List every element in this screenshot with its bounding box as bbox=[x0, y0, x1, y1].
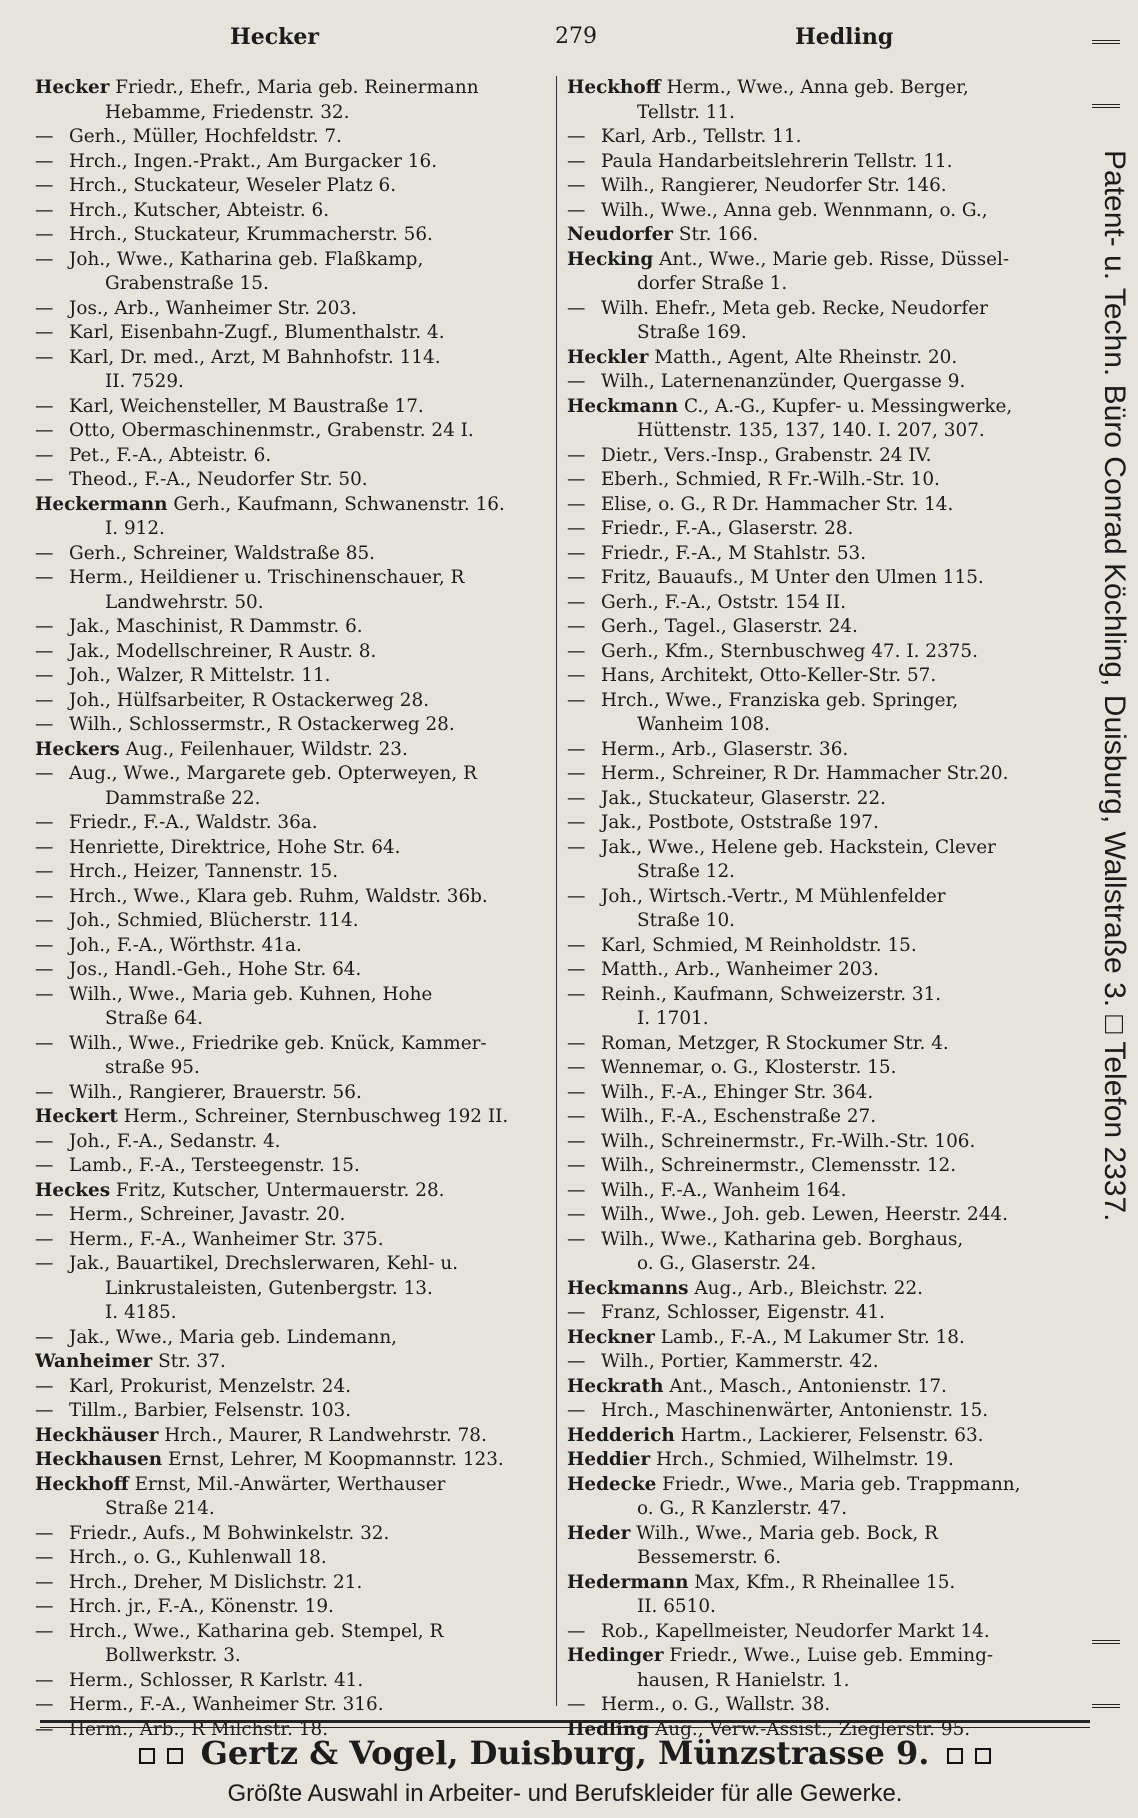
directory-entry: — Eberh., Schmied, R Fr.-Wilh.-Str. 10. bbox=[567, 469, 940, 490]
directory-entry: — Wilh., Wwe., Anna geb. Wennmann, o. G., bbox=[567, 199, 988, 221]
directory-entry: Heckler Matth., Agent, Alte Rheinstr. 20. bbox=[567, 346, 958, 368]
directory-entry: — Gerh., Tagel., Glaserstr. 24. bbox=[567, 616, 858, 637]
directory-entry: Heckrath Ant., Masch., Antonienstr. 17. bbox=[567, 1375, 947, 1397]
sidebar-bottom-rule bbox=[1092, 1640, 1120, 1708]
directory-entry: Neudorfer Str. 166. bbox=[567, 224, 759, 245]
directory-entry: — Joh., Wwe., Katharina geb. Flaßkamp, bbox=[35, 248, 424, 270]
directory-entry: — Joh., Schmied, Blücherstr. 114. bbox=[35, 910, 359, 931]
directory-entry: — Hrch., Heizer, Tannenstr. 15. bbox=[35, 861, 339, 882]
directory-entry: — Wennemar, o. G., Klosterstr. 15. bbox=[567, 1057, 897, 1078]
directory-entry: — Wilh., Rangierer, Neudorfer Str. 146. bbox=[567, 175, 947, 196]
directory-entry: — Herm., o. G., Wallstr. 38. bbox=[567, 1694, 831, 1715]
page-header bbox=[30, 24, 1080, 64]
directory-entry: hausen, R Hanielstr. 1. bbox=[637, 1669, 850, 1691]
directory-entry: Hedinger Friedr., Wwe., Luise geb. Emming- bbox=[567, 1645, 994, 1666]
directory-entry: — Paula Handarbeitslehrerin Tellstr. 11. bbox=[567, 150, 953, 172]
directory-entry: — Friedr., Aufs., M Bohwinkelstr. 32. bbox=[35, 1522, 390, 1544]
directory-entry: Hedecke Friedr., Wwe., Maria geb. Trappmann, bbox=[567, 1473, 1021, 1495]
directory-entry: Bollwerkstr. 3. bbox=[105, 1645, 241, 1666]
directory-entry: — Wilh., F.-A., Eschenstraße 27. bbox=[567, 1106, 877, 1127]
box-icon bbox=[947, 1748, 963, 1764]
directory-entry: — Pet., F.-A., Abteistr. 6. bbox=[35, 444, 272, 466]
directory-entry: Straße 12. bbox=[637, 861, 736, 882]
box-icon bbox=[975, 1748, 991, 1764]
directory-entry: — Herm., Schlosser, R Karlstr. 41. bbox=[35, 1669, 364, 1691]
directory-entry: — Hrch., Wwe., Klara geb. Ruhm, Waldstr. 36b. bbox=[35, 885, 488, 907]
directory-entry: Heckhoff Herm., Wwe., Anna geb. Berger, bbox=[567, 77, 969, 98]
directory-entry: — Wilh., F.-A., Wanheim 164. bbox=[567, 1179, 847, 1201]
directory-entry: — Lamb., F.-A., Tersteegenstr. 15. bbox=[35, 1155, 360, 1176]
directory-entry: — Wilh., Schlossermstr., R Ostackerweg 28. bbox=[35, 714, 455, 735]
directory-entry: o. G., R Kanzlerstr. 47. bbox=[637, 1498, 848, 1519]
directory-entry: — Joh., Walzer, R Mittelstr. 11. bbox=[35, 665, 331, 686]
directory-entry: Wanheimer Str. 37. bbox=[35, 1351, 226, 1372]
directory-entry: Grabenstraße 15. bbox=[105, 273, 269, 294]
directory-entry: — Hrch., Stuckateur, Krummacherstr. 56. bbox=[35, 224, 433, 245]
directory-entry: — Wilh. Ehefr., Meta geb. Recke, Neudorfer bbox=[567, 297, 988, 319]
directory-entry: — Joh., Hülfsarbeiter, R Ostackerweg 28. bbox=[35, 689, 430, 711]
directory-entry: — Reinh., Kaufmann, Schweizerstr. 31. bbox=[567, 983, 942, 1005]
directory-entry: — Wilh., Rangierer, Brauerstr. 56. bbox=[35, 1081, 362, 1103]
directory-entry: — Herm., Heildiener u. Trischinenschauer, R bbox=[35, 567, 465, 588]
directory-entry: Hedermann Max, Kfm., R Rheinallee 15. bbox=[567, 1571, 956, 1593]
directory-entry: Heckhäuser Hrch., Maurer, R Landwehrstr. 78. bbox=[35, 1424, 487, 1446]
directory-entry: — Jak., Bauartikel, Drechslerwaren, Kehl- u. bbox=[35, 1253, 459, 1274]
directory-entry: Straße 10. bbox=[637, 910, 736, 931]
directory-entry: Heckhoff Ernst, Mil.-Anwärter, Werthauser bbox=[35, 1473, 446, 1495]
directory-entry: — Herm., F.-A., Wanheimer Str. 375. bbox=[35, 1228, 384, 1250]
directory-entry: Linkrustaleisten, Gutenbergstr. 13. bbox=[105, 1277, 433, 1299]
footer-advertisement bbox=[40, 1720, 1090, 1808]
directory-entry: Heckermann Gerh., Kaufmann, Schwanenstr. 16. bbox=[35, 493, 505, 515]
directory-entry: Heckmann C., A.-G., Kupfer- u. Messingwerke, bbox=[567, 395, 1013, 417]
directory-entry: — Herm., F.-A., Wanheimer Str. 316. bbox=[35, 1694, 384, 1715]
directory-entry: Wanheim 108. bbox=[637, 714, 770, 735]
footer-ad-line2: Größte Auswahl in Arbeiter- und Berufskleider für alle Gewerke. bbox=[227, 1780, 903, 1807]
directory-entry: — Jos., Handl.-Geh., Hohe Str. 64. bbox=[35, 959, 362, 980]
directory-entry: Heckes Fritz, Kutscher, Untermauerstr. 28. bbox=[35, 1179, 445, 1201]
vertical-advertisement bbox=[1082, 40, 1132, 1720]
directory-entry: — Fritz, Bauaufs., M Unter den Ulmen 115. bbox=[567, 567, 984, 588]
directory-entry: Heddier Hrch., Schmied, Wilhelmstr. 19. bbox=[567, 1449, 954, 1470]
directory-entry: Heder Wilh., Wwe., Maria geb. Bock, R bbox=[567, 1522, 938, 1544]
box-icon bbox=[167, 1748, 183, 1764]
directory-entry: — Hrch., Dreher, M Dislichstr. 21. bbox=[35, 1571, 363, 1593]
directory-entry: — Roman, Metzger, R Stockumer Str. 4. bbox=[567, 1032, 949, 1054]
directory-entry: — Wilh., Wwe., Joh. geb. Lewen, Heerstr. 244. bbox=[567, 1204, 1008, 1225]
directory-entry: — Otto, Obermaschinenmstr., Grabenstr. 24 I. bbox=[35, 420, 474, 441]
directory-entry: II. 6510. bbox=[637, 1596, 716, 1617]
directory-entry: — Joh., Wirtsch.-Vertr., M Mühlenfelder bbox=[567, 885, 946, 907]
directory-entry: — Jak., Stuckateur, Glaserstr. 22. bbox=[567, 787, 887, 809]
directory-entry: Dammstraße 22. bbox=[105, 787, 261, 809]
directory-entry: — Hrch., Kutscher, Abteistr. 6. bbox=[35, 199, 330, 221]
directory-entry: — Jak., Postbote, Oststraße 197. bbox=[567, 812, 879, 833]
directory-entry: Hedderich Hartm., Lackierer, Felsenstr. 63. bbox=[567, 1424, 984, 1446]
header-left: Hecker bbox=[230, 24, 320, 50]
page-number: 279 bbox=[555, 24, 597, 49]
directory-entry: Hüttenstr. 135, 137, 140. I. 207, 307. bbox=[637, 420, 985, 441]
directory-entry: — Franz, Schlosser, Eigenstr. 41. bbox=[567, 1302, 886, 1323]
directory-entry: — Henriette, Direktrice, Hohe Str. 64. bbox=[35, 836, 401, 858]
directory-entry: — Hrch., Stuckateur, Weseler Platz 6. bbox=[35, 175, 397, 196]
directory-entry: — Wilh., F.-A., Ehinger Str. 364. bbox=[567, 1081, 874, 1103]
directory-entry: Heckner Lamb., F.-A., M Lakumer Str. 18. bbox=[567, 1326, 965, 1348]
directory-entry: — Herm., Schreiner, R Dr. Hammacher Str.20. bbox=[567, 763, 1009, 784]
directory-entry: — Wilh., Wwe., Katharina geb. Borghaus, bbox=[567, 1228, 964, 1250]
footer-ad-title: Gertz & Vogel, Duisburg, Münzstrasse 9. bbox=[200, 1734, 930, 1772]
column-divider bbox=[556, 76, 557, 1706]
directory-entry: — Jak., Maschinist, R Dammstr. 6. bbox=[35, 616, 363, 637]
directory-entry: — Dietr., Vers.-Insp., Grabenstr. 24 IV. bbox=[567, 444, 932, 466]
directory-entry: I. 1701. bbox=[637, 1008, 709, 1029]
directory-entry: Heckers Aug., Feilenhauer, Wildstr. 23. bbox=[35, 738, 408, 760]
directory-entry: Hebamme, Friedenstr. 32. bbox=[105, 101, 350, 123]
directory-entry: — Friedr., F.-A., Waldstr. 36a. bbox=[35, 812, 318, 833]
directory-entry: — Hrch., Wwe., Franziska geb. Springer, bbox=[567, 689, 959, 711]
directory-entry: o. G., Glaserstr. 24. bbox=[637, 1253, 817, 1274]
header-right: Hedling bbox=[795, 24, 894, 50]
directory-entry: — Gerh., Schreiner, Waldstraße 85. bbox=[35, 542, 376, 564]
directory-entry: Hedling Aug., Verw.-Assist., Zieglerstr. 95. bbox=[567, 1718, 971, 1740]
directory-entry: — Karl, Arb., Tellstr. 11. bbox=[567, 126, 802, 147]
directory-entry: — Tillm., Barbier, Felsenstr. 103. bbox=[35, 1400, 352, 1421]
directory-entry: — Wilh., Portier, Kammerstr. 42. bbox=[567, 1351, 879, 1372]
directory-entry: — Gerh., F.-A., Oststr. 154 II. bbox=[567, 591, 847, 613]
directory-entry: Bessemerstr. 6. bbox=[637, 1547, 782, 1568]
directory-entry: — Friedr., F.-A., Glaserstr. 28. bbox=[567, 518, 854, 539]
directory-entry: — Karl, Dr. med., Arzt, M Bahnhofstr. 114. bbox=[35, 346, 441, 368]
directory-entry: Straße 214. bbox=[105, 1498, 215, 1519]
directory-entry: Heckmanns Aug., Arb., Bleichstr. 22. bbox=[567, 1277, 924, 1299]
directory-entry: — Joh., F.-A., Sedanstr. 4. bbox=[35, 1130, 281, 1152]
directory-entry: — Karl, Eisenbahn-Zugf., Blumenthalstr. 4. bbox=[35, 322, 445, 343]
directory-entry: — Aug., Wwe., Margarete geb. Opterweyen, R bbox=[35, 763, 477, 784]
directory-entry: — Matth., Arb., Wanheimer 203. bbox=[567, 959, 879, 980]
directory-entry: — Jak., Modellschreiner, R Austr. 8. bbox=[35, 640, 377, 662]
directory-entry: — Wilh., Schreinermstr., Fr.-Wilh.-Str. 106. bbox=[567, 1130, 976, 1152]
directory-entry: I. 912. bbox=[105, 518, 165, 539]
directory-entry: Heckert Herm., Schreiner, Sternbuschweg 192 II. bbox=[35, 1106, 509, 1127]
directory-entry: — Hrch. jr., F.-A., Könenstr. 19. bbox=[35, 1596, 334, 1617]
directory-entry: — Wilh., Wwe., Maria geb. Kuhnen, Hohe bbox=[35, 983, 433, 1005]
directory-entry: Tellstr. 11. bbox=[637, 101, 736, 123]
directory-entry: — Jak., Wwe., Maria geb. Lindemann, bbox=[35, 1326, 398, 1348]
directory-entry: — Jak., Wwe., Helene geb. Hackstein, Clever bbox=[567, 836, 996, 858]
directory-entry: straße 95. bbox=[105, 1057, 200, 1078]
directory-entry: dorfer Straße 1. bbox=[637, 273, 788, 294]
sidebar-ad-text: Patent- u. Techn. Büro Conrad Köchling, Duisburg, Wallstraße 3. □ Telefon 2337. bbox=[1098, 150, 1131, 1222]
directory-entry: Hecking Ant., Wwe., Marie geb. Risse, Düssel- bbox=[567, 248, 1010, 270]
directory-entry: — Gerh., Müller, Hochfeldstr. 7. bbox=[35, 126, 342, 147]
footer-ad-line1 bbox=[40, 1734, 1090, 1772]
right-column bbox=[567, 76, 1062, 1742]
directory-entry: — Herm., Arb., R Milchstr. 18. bbox=[35, 1718, 329, 1740]
directory-entry: — Wilh., Schreinermstr., Clemensstr. 12. bbox=[567, 1155, 957, 1176]
directory-entry: — Hrch., o. G., Kuhlenwall 18. bbox=[35, 1547, 327, 1568]
box-icon bbox=[139, 1748, 155, 1764]
directory-entry: — Hans, Architekt, Otto-Keller-Str. 57. bbox=[567, 665, 937, 686]
directory-entry: — Herm., Schreiner, Javastr. 20. bbox=[35, 1204, 346, 1225]
directory-entry: — Friedr., F.-A., M Stahlstr. 53. bbox=[567, 542, 867, 564]
directory-entry: — Herm., Arb., Glaserstr. 36. bbox=[567, 738, 849, 760]
sidebar-top-rule bbox=[1092, 40, 1120, 108]
directory-entry: — Wilh., Wwe., Friedrike geb. Knück, Kammer- bbox=[35, 1032, 487, 1054]
footer-rule bbox=[40, 1720, 1090, 1728]
directory-entry: Straße 64. bbox=[105, 1008, 204, 1029]
directory-entry: II. 7529. bbox=[105, 371, 184, 392]
directory-entry: — Karl, Schmied, M Reinholdstr. 15. bbox=[567, 934, 917, 956]
directory-entry: Heckhausen Ernst, Lehrer, M Koopmannstr. 123. bbox=[35, 1449, 504, 1470]
directory-entry: — Jos., Arb., Wanheimer Str. 203. bbox=[35, 297, 357, 319]
directory-entry: — Hrch., Maschinenwärter, Antonienstr. 15. bbox=[567, 1400, 989, 1421]
directory-entry: — Karl, Weichensteller, M Baustraße 17. bbox=[35, 395, 424, 417]
directory-entry: — Karl, Prokurist, Menzelstr. 24. bbox=[35, 1375, 352, 1397]
directory-entry: — Hrch., Wwe., Katharina geb. Stempel, R bbox=[35, 1620, 444, 1642]
directory-entry: Landwehrstr. 50. bbox=[105, 591, 264, 613]
directory-entry: — Hrch., Ingen.-Prakt., Am Burgacker 16. bbox=[35, 150, 438, 172]
directory-entry: — Elise, o. G., R Dr. Hammacher Str. 14. bbox=[567, 493, 954, 515]
left-column bbox=[35, 76, 535, 1742]
directory-entry: I. 4185. bbox=[105, 1302, 177, 1323]
directory-entry: — Theod., F.-A., Neudorfer Str. 50. bbox=[35, 469, 368, 490]
directory-entry: Hecker Friedr., Ehefr., Maria geb. Reinermann bbox=[35, 77, 479, 98]
directory-entry: Straße 169. bbox=[637, 322, 747, 343]
directory-entry: — Joh., F.-A., Wörthstr. 41a. bbox=[35, 934, 302, 956]
directory-entry: — Rob., Kapellmeister, Neudorfer Markt 14. bbox=[567, 1620, 990, 1642]
directory-entry: — Wilh., Laternenanzünder, Quergasse 9. bbox=[567, 371, 966, 392]
directory-entry: — Gerh., Kfm., Sternbuschweg 47. I. 2375. bbox=[567, 640, 978, 662]
